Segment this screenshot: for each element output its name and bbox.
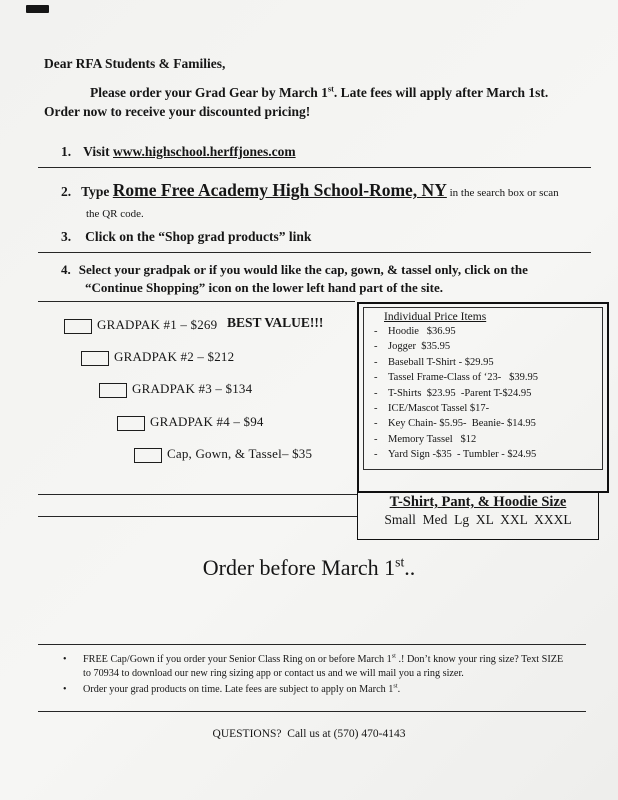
price-item-text: Yard Sign -$35 - Tumbler - $24.95: [388, 449, 537, 461]
gradpak-2-label: GRADPAK #2 – $212: [114, 349, 235, 364]
gradpak-3-checkbox: [99, 383, 127, 398]
superscript-st: st: [393, 682, 398, 690]
price-item: [374, 355, 596, 370]
size-box-title: T-Shirt, Pant, & Hoodie Size: [389, 494, 567, 510]
note-text: [83, 653, 571, 680]
step-3-number: 3.: [61, 229, 72, 244]
step-2: [61, 180, 559, 201]
divider: [38, 252, 591, 253]
price-item-text: Jogger $35.95: [388, 341, 451, 353]
gradpak-4-label: GRADPAK #4 – $94: [150, 414, 264, 429]
price-item-text: T-Shirts $23.95 -Parent T-$24.95: [388, 387, 532, 399]
heading-text: ..: [404, 555, 416, 580]
divider: [38, 494, 357, 495]
price-item-text: Key Chain- $5.95- Beanie- $14.95: [388, 418, 536, 430]
heading-text: Order before March 1: [202, 555, 396, 580]
price-item-text: Baseball T-Shirt - $29.95: [388, 356, 494, 368]
price-item: [374, 370, 596, 385]
step-1-text: Visit: [83, 144, 113, 159]
school-name: Rome Free Academy High School-Rome, NY: [112, 180, 447, 200]
superscript-st: st: [395, 554, 405, 570]
price-item-text: Tassel Frame-Class of ‘23- $39.95: [388, 372, 539, 384]
note-part: .! Don’t know your ring size? Text SIZE to 70934 to download our new ring sizing app or contact us and we will mail you a ring sizer.: [83, 654, 564, 679]
note-part: Order your grad products on time. Late fees are subject to apply on March 1: [83, 684, 394, 695]
divider: [38, 301, 355, 302]
step-4-continued: “Continue Shopping” icon on the lower left hand part of the site.: [85, 280, 444, 295]
cap-gown-tassel-checkbox: [134, 448, 162, 463]
size-options: Small Med Lg XL XXL XXXL: [384, 512, 572, 527]
price-item-text: Memory Tassel $12: [388, 433, 477, 445]
bullet-marker: •: [63, 684, 67, 695]
intro-text: . Late fees will apply after March 1st.: [333, 85, 549, 100]
step-4-text: Select your gradpak or if you would like the cap, gown, & tassel only, click on the: [78, 262, 528, 277]
step-4: [61, 262, 528, 278]
dash-marker: -: [374, 433, 378, 445]
superscript-st: st: [391, 652, 396, 660]
individual-price-items-box: [357, 302, 609, 493]
dash-marker: -: [374, 403, 378, 415]
superscript-st: st: [327, 84, 334, 94]
footnotes: [63, 653, 571, 700]
dash-marker: -: [374, 387, 378, 399]
scan-artifact: [26, 5, 49, 13]
gradpak-4-checkbox: [117, 416, 145, 431]
intro-text: Please order your Grad Gear by March 1: [90, 85, 328, 100]
note-part: .: [397, 684, 401, 695]
price-item-text: ICE/Mascot Tassel $17-: [388, 403, 490, 415]
step-3: [61, 229, 311, 245]
divider: [38, 711, 586, 712]
step-3-text: Click on the “Shop grad products” link: [85, 229, 312, 244]
intro-line-1: [90, 85, 548, 101]
dash-marker: -: [374, 418, 378, 430]
gradpak-3-label: GRADPAK #3 – $134: [132, 381, 253, 396]
gradpak-1-label: GRADPAK #1 – $269: [97, 317, 218, 332]
price-item: [374, 447, 596, 462]
dash-marker: -: [374, 326, 378, 337]
note-part: FREE Cap/Gown if you order your Senior Class Ring on or before March 1: [83, 654, 392, 665]
step-1: [61, 144, 296, 160]
price-item-text: Hoodie $36.95: [388, 326, 456, 337]
cap-gown-tassel-label: Cap, Gown, & Tassel– $35: [167, 446, 313, 461]
step-2-text: in the search box or scan: [446, 187, 559, 199]
step-1-number: 1.: [61, 144, 72, 159]
contact-footer: QUESTIONS? Call us at (570) 470-4143: [212, 728, 406, 740]
size-box: [357, 491, 599, 540]
price-items-inner-box: [363, 307, 603, 470]
step-2-continued: the QR code.: [86, 208, 144, 220]
best-value-note: BEST VALUE!!!: [227, 315, 324, 330]
step-2-number: 2.: [61, 184, 72, 199]
note-free-cap-gown: [63, 653, 571, 680]
price-item: [374, 432, 596, 447]
dash-marker: -: [374, 356, 378, 368]
divider: [38, 644, 586, 645]
dash-marker: -: [374, 449, 378, 461]
price-item: [374, 386, 596, 401]
order-deadline-heading: [0, 555, 618, 581]
gradpak-2-checkbox: [81, 351, 109, 366]
price-box-title: Individual Price Items: [384, 311, 487, 323]
dash-marker: -: [374, 372, 378, 384]
price-item: [374, 416, 596, 431]
price-item: [374, 401, 596, 416]
divider: [38, 516, 357, 517]
divider: [38, 167, 591, 168]
herffjones-url: www.highschool.herffjones.com: [113, 144, 296, 159]
note-text: [83, 683, 571, 697]
price-item: [374, 324, 596, 339]
step-2-text: Type: [81, 184, 113, 199]
price-item: [374, 339, 596, 354]
dash-marker: -: [374, 341, 378, 353]
salutation: Dear RFA Students & Families,: [44, 56, 226, 71]
step-4-number: 4.: [61, 262, 71, 277]
intro-line-2: Order now to receive your discounted pricing!: [44, 104, 311, 119]
note-late-fees: [63, 683, 571, 697]
gradpak-1-checkbox: [64, 319, 92, 334]
bullet-marker: •: [63, 654, 67, 665]
